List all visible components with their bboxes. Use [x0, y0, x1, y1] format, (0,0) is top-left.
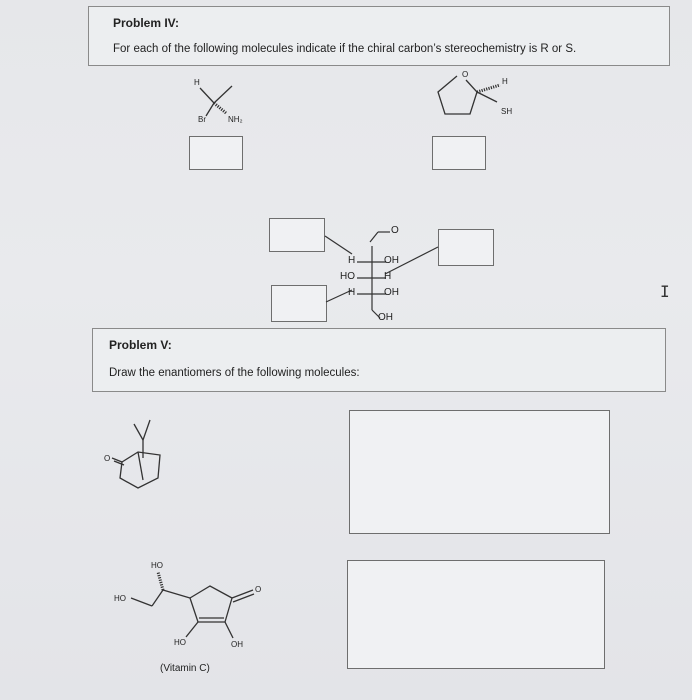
mol1-br-label: Br — [198, 115, 206, 124]
vitc-caption: (Vitamin C) — [160, 663, 210, 674]
mol2-h-label: H — [502, 77, 508, 86]
fischer-row3-left: H — [348, 287, 356, 298]
fischer-row1-right: OH — [384, 255, 399, 266]
vitc-oh-bottom: OH — [231, 640, 243, 649]
vitc-o-right: O — [255, 585, 262, 594]
mol1-nh2-label: NH₂ — [228, 115, 243, 124]
problem5-title: Problem V: — [109, 338, 172, 352]
fischer-row3-right: OH — [384, 287, 399, 298]
vitc-ho-bottom: HO — [174, 638, 186, 647]
molecule1-structure — [200, 86, 232, 116]
problem4-instruction: For each of the following molecules indicate if the chiral carbon’s stereochemistry is R or S. — [113, 43, 577, 55]
fischer-row2-right: H — [384, 271, 392, 282]
text-cursor-icon: I — [660, 282, 670, 301]
molecule2-structure — [438, 76, 500, 114]
vitaminc-structure — [131, 572, 254, 638]
camphor-o-label: O — [104, 454, 111, 463]
fischer-o-label: O — [391, 225, 399, 236]
vitc-ho-left: HO — [114, 594, 126, 603]
mol2-o-label: O — [462, 70, 469, 79]
fischer-row2-left: HO — [340, 271, 355, 282]
fischer-bottom-label: OH — [378, 312, 393, 323]
vitc-ho-top: HO — [151, 561, 163, 570]
mol2-sh-label: SH — [501, 107, 513, 116]
mol1-h-label: H — [194, 78, 200, 87]
problem4-title: Problem IV: — [113, 16, 180, 30]
camphor-structure — [112, 420, 160, 488]
problem5-instruction: Draw the enantiomers of the following molecules: — [109, 367, 360, 379]
fischer-row1-left: H — [348, 255, 356, 266]
